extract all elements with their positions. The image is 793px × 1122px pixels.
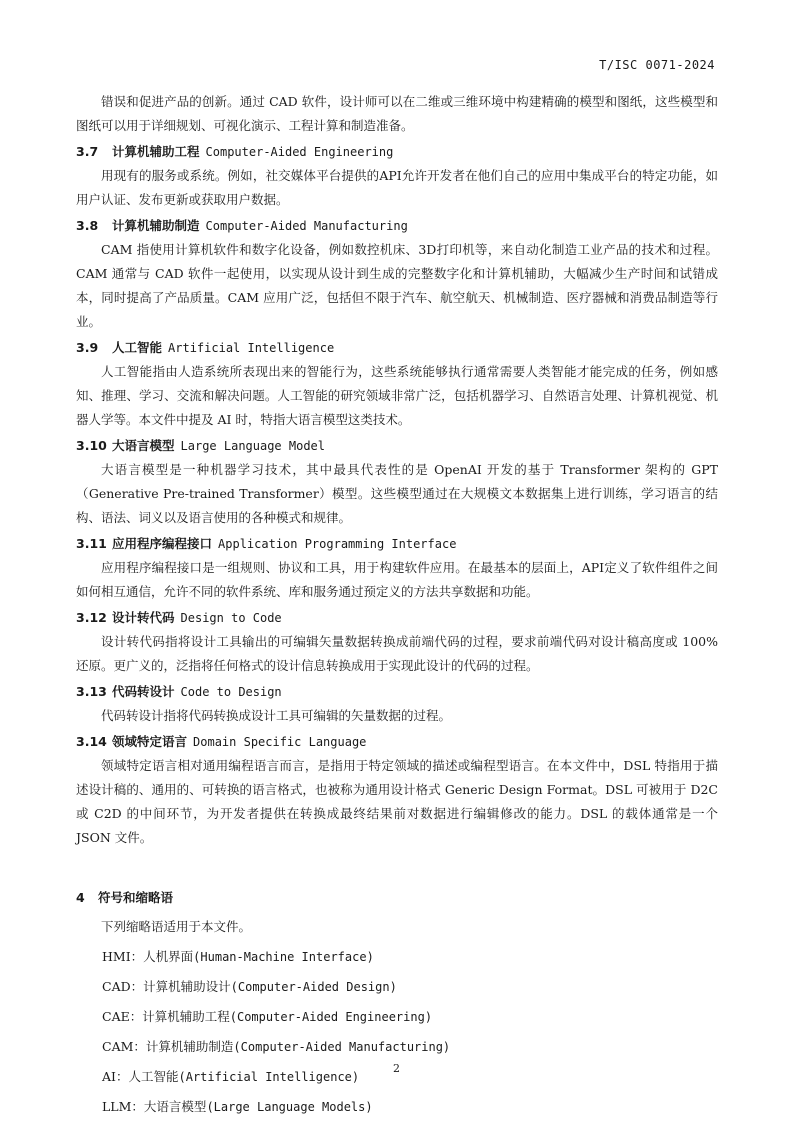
term-chinese-name: 计算机辅助工程 [112, 144, 200, 159]
section-number: 4 [76, 890, 85, 905]
abbreviation-code: CAE [102, 1009, 130, 1024]
term-definition: 人工智能指由人造系统所表现出来的智能行为，这些系统能够执行通常需要人类智能才能完成的任务，例如感知、推理、学习、交流和解决问题。人工智能的研究领域非常广泛，包括机器学习、自然语言处理、计算机视觉、机器人学等。本文件中提及 AI 时，特指大语言模型这类技术。 [76, 364, 718, 427]
abbreviation-chinese: 计算机辅助工程 [142, 1009, 230, 1024]
term-number: 3.14 [76, 734, 107, 749]
abbreviation-chinese: 计算机辅助制造 [145, 1039, 234, 1054]
abbreviation-english: (Human-Machine Interface) [193, 950, 374, 964]
abbreviation-code: HMI [102, 949, 131, 964]
term-chinese-name: 计算机辅助制造 [112, 218, 200, 233]
term-number: 3.12 [76, 610, 107, 625]
term-definition: 大语言模型是一种机器学习技术，其中最具代表性的是 OpenAI 开发的基于 Transformer 架构的 GPT（Generative Pre-trained Transformer）模型。这些模型通过在大规模文本数据集上进行训练，学习语言的结构、语法、词义以及语言使用的各种模式和规律。 [76, 462, 718, 525]
abbreviation-chinese: 计算机辅助设计 [143, 979, 231, 994]
term-number: 3.9 [76, 340, 99, 355]
section-title: 符号和缩略语 [98, 890, 174, 905]
term-english-name: Large Language Model [180, 439, 326, 453]
term-3-11 [76, 532, 718, 604]
term-heading [76, 434, 718, 458]
abbreviation-code: CAD [102, 979, 131, 994]
term-number: 3.7 [76, 144, 99, 159]
term-heading [76, 336, 718, 360]
term-english-name: Design to Code [180, 611, 282, 625]
abbreviation-english: (Computer-Aided Engineering) [229, 1010, 433, 1024]
term-number: 3.8 [76, 218, 99, 233]
abbreviation-intro: 下列缩略语适用于本文件。 [101, 919, 252, 934]
term-chinese-name: 人工智能 [112, 340, 163, 355]
term-english-name: Artificial Intelligence [168, 341, 335, 355]
term-heading [76, 680, 718, 704]
page-content [76, 90, 718, 1122]
term-definition: 应用程序编程接口是一组规则、协议和工具，用于构建软件应用。在最基本的层面上，API定义了软件组件之间如何相互通信，允许不同的软件系统、库和服务通过预定义的方法共享数据和功能。 [76, 560, 718, 599]
term-english-name: Code to Design [180, 685, 282, 699]
abbreviation-chinese: 人机界面 [143, 949, 194, 964]
abbreviation-item: HMI：人机界面(Human-Machine Interface) [102, 949, 374, 964]
term-number: 3.13 [76, 684, 107, 699]
term-chinese-name: 代码转设计 [112, 684, 175, 699]
term-definition: 代码转设计指将代码转换成设计工具可编辑的矢量数据的过程。 [101, 708, 452, 723]
term-3-8 [76, 214, 718, 334]
abbreviation-english: (Large Language Models) [206, 1100, 373, 1114]
term-heading [76, 730, 718, 754]
term-3-7 [76, 140, 718, 212]
term-3-10 [76, 434, 718, 530]
term-english-name: Computer-Aided Manufacturing [205, 219, 408, 233]
abbreviation-english: (Computer-Aided Design) [230, 980, 397, 994]
abbreviation-item: LLM：大语言模型(Large Language Models) [102, 1099, 373, 1114]
term-definition: 用现有的服务或系统。例如，社交媒体平台提供的API允许开发者在他们自己的应用中集成平台的特定功能，如用户认证、发布更新或获取用户数据。 [76, 168, 718, 207]
abbreviation-english: (Computer-Aided Manufacturing) [233, 1040, 451, 1054]
term-definition: 设计转代码指将设计工具输出的可编辑矢量数据转换成前端代码的过程，要求前端代码对设计稿高度或 100% 还原。更广义的，泛指将任何格式的设计信息转换成用于实现此设计的代码的过程。 [76, 634, 718, 673]
term-definition: 领域特定语言相对通用编程语言而言，是指用于特定领域的描述或编程型语言。在本文件中，DSL 特指用于描述设计稿的、通用的、可转换的语言格式，也被称为通用设计格式 Generic Design Format。DSL 可被用于 D2C 或 C2D 的中间环节，为开发者提供在转换成最终结果前对数据进行编辑修改的能力。DSL 的载体通常是一个 JSON 文件。 [76, 758, 718, 845]
term-heading [76, 140, 718, 164]
term-english-name: Application Programming Interface [218, 537, 457, 551]
abbreviation-code: CAM [102, 1039, 134, 1054]
page-number: 2 [393, 1062, 400, 1075]
term-heading [76, 214, 718, 238]
section-4-heading [76, 884, 718, 912]
term-chinese-name: 大语言模型 [112, 438, 175, 453]
term-3-9 [76, 336, 718, 432]
term-3-14 [76, 730, 718, 850]
abbreviation-code: AI [102, 1069, 116, 1084]
term-3-12 [76, 606, 718, 678]
term-number: 3.10 [76, 438, 107, 453]
intro-paragraph: 错误和促进产品的创新。通过 CAD 软件，设计师可以在二维或三维环境中构建精确的模型和图纸，这些模型和图纸可以用于详细规划、可视化演示、工程计算和制造准备。 [76, 94, 718, 133]
term-chinese-name: 应用程序编程接口 [112, 536, 213, 551]
term-chinese-name: 领域特定语言 [112, 734, 188, 749]
term-3-13 [76, 680, 718, 728]
document-id-header: T/ISC 0071-2024 [599, 58, 715, 72]
term-english-name: Computer-Aided Engineering [205, 145, 394, 159]
term-heading [76, 532, 718, 556]
abbreviation-item: CAE：计算机辅助工程(Computer-Aided Engineering) [102, 1009, 433, 1024]
term-heading [76, 606, 718, 630]
abbreviation-item: CAD：计算机辅助设计(Computer-Aided Design) [102, 979, 397, 994]
term-english-name: Domain Specific Language [193, 735, 367, 749]
abbreviation-item: AI：人工智能(Artificial Intelligence) [102, 1069, 360, 1084]
term-number: 3.11 [76, 536, 107, 551]
abbreviation-chinese: 人工智能 [128, 1069, 179, 1084]
term-definition: CAM 指使用计算机软件和数字化设备，例如数控机床、3D打印机等，来自动化制造工业产品的技术和过程。CAM 通常与 CAD 软件一起使用，以实现从设计到生成的完整数字化和计算机辅助，大幅减少生产时间和试错成本，同时提高了产品质量。CAM 应用广泛，包括但不限于汽车、航空航天、机械制造、医疗器械和消费品制造等行业。 [76, 242, 718, 329]
abbreviation-english: (Artificial Intelligence) [178, 1070, 360, 1084]
abbreviation-code: LLM [102, 1099, 132, 1114]
abbreviation-chinese: 大语言模型 [143, 1099, 207, 1114]
term-chinese-name: 设计转代码 [112, 610, 175, 625]
abbreviation-item: CAM：计算机辅助制造(Computer-Aided Manufacturing) [102, 1039, 451, 1054]
